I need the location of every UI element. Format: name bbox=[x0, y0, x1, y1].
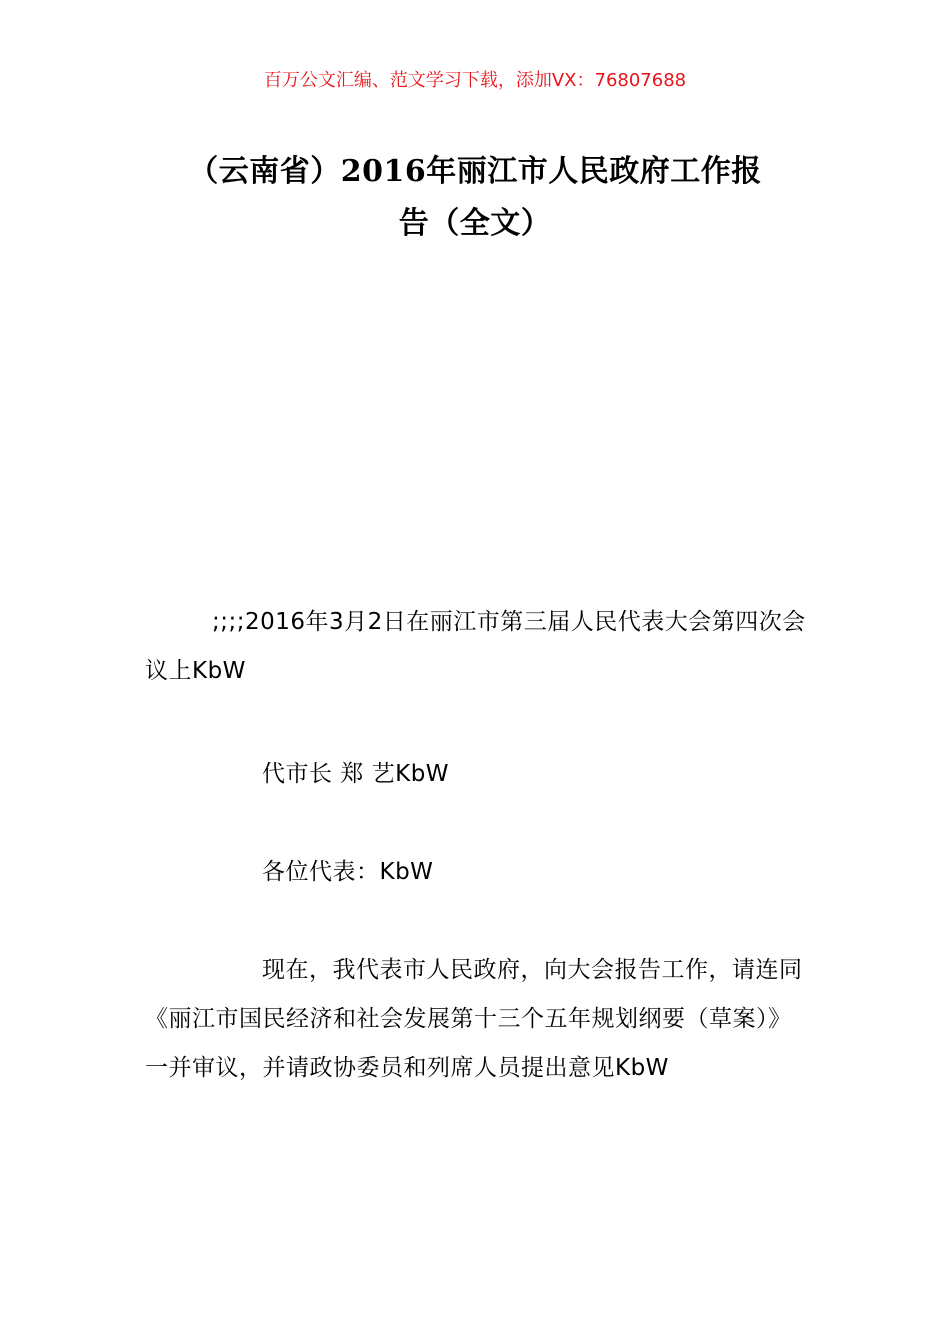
paragraph-text: ;;;;2016年3月2日在丽江市第三届人民代表大会第四次会议上KbW bbox=[145, 609, 806, 684]
paragraph-intro bbox=[145, 946, 810, 1093]
paragraph-text: 各位代表：KbW bbox=[262, 859, 434, 885]
document-title bbox=[140, 146, 810, 250]
paragraph-salutation bbox=[145, 848, 810, 897]
paragraph-meeting-info bbox=[145, 598, 810, 696]
document-title-line-2: 告（全文） bbox=[398, 206, 552, 241]
header-promo-note: 百万公文汇编、范文学习下载，添加VX：76807688 bbox=[263, 70, 687, 91]
document-title-line-1: （云南省）2016年丽江市人民政府工作报 bbox=[188, 154, 762, 189]
paragraph-speaker bbox=[145, 750, 810, 799]
paragraph-text: 现在，我代表市人民政府，向大会报告工作，请连同《丽江市国民经济和社会发展第十三个五年规划纲要（草案）》一并审议，并请政协委员和列席人员提出意见KbW bbox=[145, 957, 803, 1081]
paragraph-text: 代市长 郑 艺KbW bbox=[262, 761, 450, 787]
